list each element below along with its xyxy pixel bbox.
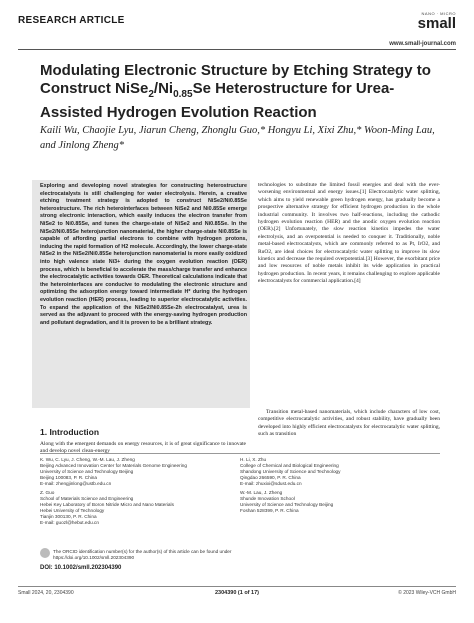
affiliation-line: H. Li, X. Zhu bbox=[240, 457, 267, 462]
affiliation-email[interactable]: E-mail: zhuxixi@sdust.edu.cn bbox=[240, 481, 302, 486]
orcid-note[interactable]: The ORCID identification number(s) for the author(s) of this article can be found under https://doi.org/10.1002/smll.202304390 bbox=[53, 549, 232, 560]
affiliation-line: Hebei University of Technology bbox=[40, 508, 105, 513]
affiliations-divider bbox=[40, 453, 440, 454]
journal-logo-tagline: NANO · MICRO bbox=[421, 11, 456, 16]
affiliation-line: W.-M. Lau, J. Zheng bbox=[240, 490, 283, 495]
affiliation-line: Shandong University of Science and Technology bbox=[240, 469, 341, 474]
section-heading-introduction: 1. Introduction bbox=[40, 427, 100, 437]
affiliation-email[interactable]: E-mail: guozl@hebut.edu.cn bbox=[40, 520, 99, 525]
affiliations-right bbox=[240, 457, 440, 514]
journal-logo-name: small bbox=[417, 15, 456, 32]
affiliation-email[interactable]: E-mail: zhengjinlong@ustb.edu.cn bbox=[40, 481, 112, 486]
affiliation-line: School of Materials Science and Engineering bbox=[40, 496, 134, 501]
affiliation-line: Beijing 100083, P. R. China bbox=[40, 475, 97, 480]
affiliation-line: Shunde Innovation School bbox=[240, 496, 295, 501]
affiliation-line: Hebei Key Laboratory of Boron Nitride Micro and Nano Materials bbox=[40, 502, 174, 507]
affiliation-line: College of Chemical and Biological Engineering bbox=[240, 463, 339, 468]
affiliations-left bbox=[40, 457, 240, 526]
footer-copyright: © 2023 Wiley-VCH GmbH bbox=[398, 590, 456, 596]
journal-url-link[interactable]: www.small-journal.com bbox=[389, 41, 456, 47]
affiliation-line: University of Science and Technology Beijing bbox=[40, 469, 134, 474]
footer-page-number: 2304390 (1 of 17) bbox=[214, 590, 260, 596]
doi-link[interactable]: DOI: 10.1002/smll.202304390 bbox=[40, 565, 122, 571]
abstract-text: Exploring and developing novel strategies for constructing heterostructure electrocatalysts is still challenging for water electrolysis. Herein, a creative etching treatment strategy is adopted to construct NiSe2/Ni0.85Se heterostructure. The rich heterointerfaces between NiSe2 and Ni0.85Se emerge strong electronic interaction, which easily induces the electron transfer from NiSe2 to Ni0.85Se, and tunes the charge-state of NiSe2 and Ni0.85Se. In the NiSe2/Ni0.85Se heterojunction nanomaterial, the higher charge-state Ni0.85Se is capable of affording partial electrons to combine with hydrogen protons, inducing the rapid formation of H2 molecule. Accordingly, the lower charge-state NiSe2 in the NiSe2/Ni0.85Se heterojunction nanomaterial is more easily oxidized into high valence state Ni3+ during the oxygen evolution reaction (OER) process, which is beneficial to accelerate the mass/charge transfer and enhance the electrocatalytic activities towards OER. Theoretical calculations indicate that the heterointerfaces are conducive to modulating the electronic structure and optimizing the adsorption energy toward intermediate H* during the hydrogen evolution reaction (HER) process, leading to superior electrocatalytic activities. To expand the application of the NiSe2/Ni0.85Se-2h electrocatalyst, urea is served as the adjuvant to proceed with the energy-saving hydrogen production and pollutant degradation, and it is proven to be a brilliant strategy. bbox=[40, 183, 247, 326]
body-text-right-continued: Transition metal-based nanomaterials, which include characters of low cost, competitive electrocatalytic activities, and robust stability, have gradually been developed into highly efficient electrocatalysts for electrocatalytic water splitting, such as transition bbox=[258, 409, 440, 438]
page-header bbox=[18, 11, 456, 41]
affiliation-line: Qingdao 266590, P. R. China bbox=[240, 475, 301, 480]
orcid-icon bbox=[40, 548, 50, 558]
body-text-right-column: technologies to substitute the limited fossil energies and deal with the ever-worsening environmental and energy issues.[1] Electrocatalytic water splitting, which aims to yield renewable green hydrogen energy, has gradually become a prospective alternative strategy for efficient hydrogen production in the whole industrial community. It involves two half-reactions, including the cathodic hydrogen evolution reaction (HER) and the anodic oxygen evolution reaction (OER).[2] Unfortunately, the slow reaction kinetics impedes the water electrolysis, and an overpotential is needed to conquer it. Traditionally, noble metal-based electrocatalysts, which are commonly referred to as Pt, IrO2, and RuO2, are ideal choices for electrocatalytic water splitting to improve its slow kinetics and decrease the required overpotential.[3] However, the exorbitant price and low resources of noble metals inhibit its wide application in practical hydrogen production. In recent years, it remains challenging to explore applicable electrocatalysts for commercial application.[4] bbox=[258, 182, 440, 285]
header-divider bbox=[18, 49, 456, 50]
author-list: Kaili Wu, Chaojie Lyu, Jiarun Cheng, Zhonglu Guo,* Hongyu Li, Xixi Zhu,* Woon-Ming Lau, and Jinlong Zheng* bbox=[40, 125, 435, 151]
affiliation-line: University of Science and Technology Beijing bbox=[240, 502, 334, 507]
affiliation-line: K. Wu, C. Lyu, J. Cheng, W.-M. Lau, J. Zheng bbox=[40, 457, 135, 462]
introduction-text: Along with the emergent demands on energy resources, it is of great significance to innovate and develop novel clean-energy bbox=[40, 441, 246, 455]
affiliation-line: Z. Guo bbox=[40, 490, 55, 495]
footer-citation: Small 2024, 20, 2304390 bbox=[18, 590, 74, 596]
affiliation-line: Foshan 528399, P. R. China bbox=[240, 508, 299, 513]
footer-divider bbox=[18, 586, 456, 587]
affiliation-line: Beijing Advanced Innovation Center for Materials Genome Engineering bbox=[40, 463, 187, 468]
journal-logo bbox=[418, 11, 456, 31]
affiliation-line: Tianjin 300130, P. R. China bbox=[40, 514, 97, 519]
article-title: Modulating Electronic Structure by Etching Strategy to Construct $NiSe_2/Ni_{0.85}Se$ Heterostructure for Urea-Assisted Hydrogen Evolution Reaction bbox=[40, 62, 431, 121]
article-type-label: RESEARCH ARTICLE bbox=[18, 15, 125, 26]
